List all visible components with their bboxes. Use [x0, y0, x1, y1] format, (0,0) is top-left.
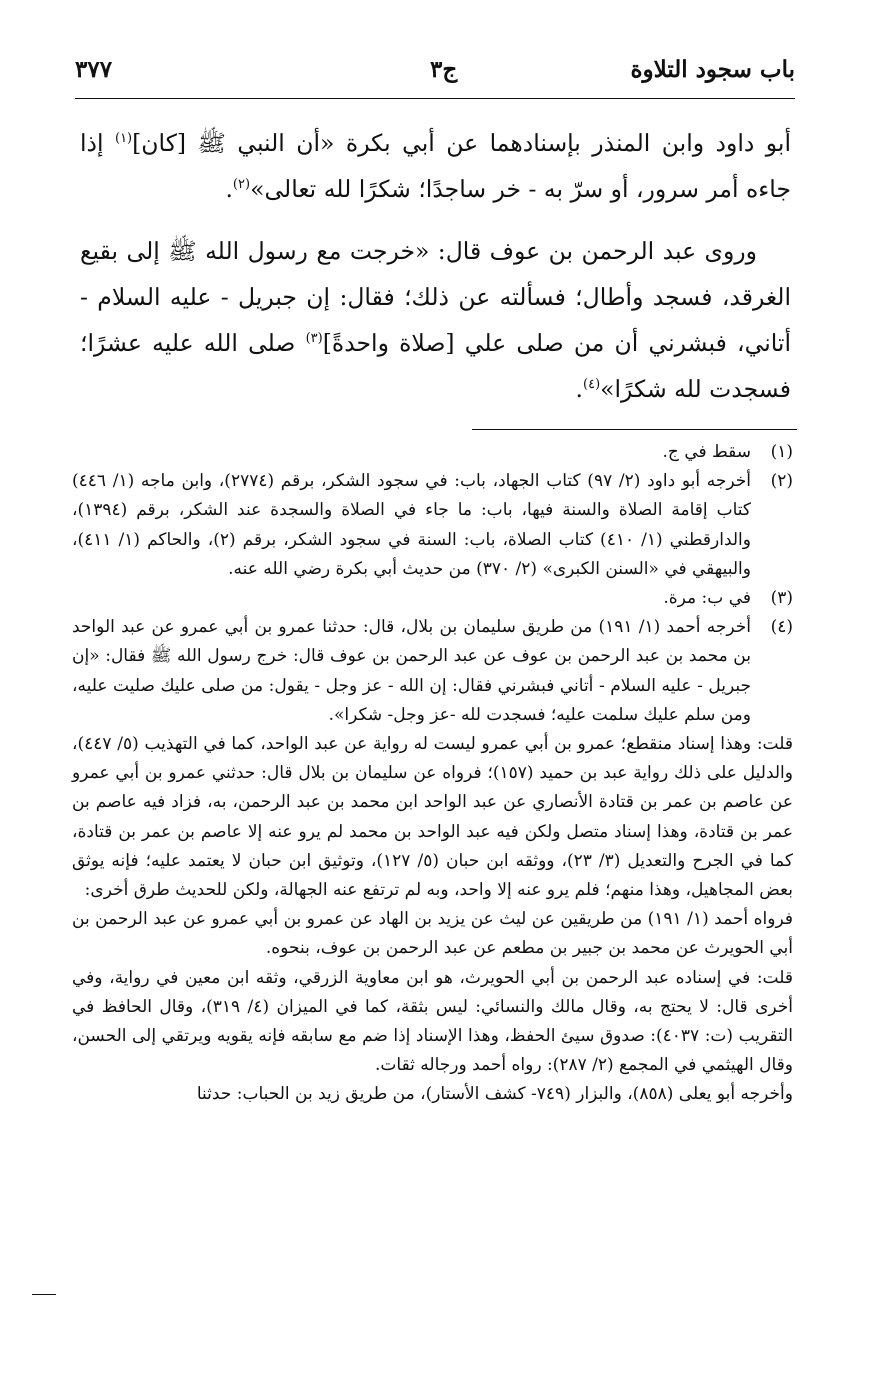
- footnote-separator: [472, 429, 797, 430]
- footnote-4-commentary-1: قلت: وهذا إسناد منقطع؛ عمرو بن أبي عمرو ليست له رواية عن عبد الواحد، كما في التهذيب (٥/ ٤٤٧)، والدليل على ذلك رواية عبد بن حميد (١٥٧)؛ فرواه عن سليمان بن بلال قال: حدثني عمرو بن أبي عمرو عن عاصم بن عمر بن قتادة الأنصاري عن عبد الواحد ابن محمد بن عبد الرحمن، به، فزاد فيه عاصم بن عمر بن قتادة، وهذا إسناد متصل ولكن فيه عبد الواحد بن محمد لم يرو عنه إلا عاصم بن عمر بن قتادة، كما في الجرح والتعديل (٣/ ٢٣)، ووثقه ابن حبان (٥/ ١٢٧)، وتوثيق ابن حبان لا يعتمد عليه؛ فإنه يوثق بعض المجاهيل، وهذا منهم؛ فلم يرو عنه إلا واحد، وبه لم ترتفع عنه الجهالة، ولكن للحديث طرق أخرى:: [72, 734, 793, 901]
- main-text: [80, 120, 791, 428]
- p2-text-3: .: [575, 375, 583, 403]
- footnote-4: [72, 613, 793, 730]
- footnote-ref-2: (٢): [232, 177, 251, 193]
- footnote-text: أخرجه أبو داود (٢/ ٩٧) كتاب الجهاد، باب: في سجود الشكر، برقم (٢٧٧٤)، وابن ماجه (١/ ٤٤٦) كتاب إقامة الصلاة والسنة فيها، باب: ما جاء في الصلاة والسجدة عند الشكر، برقم (١٣٩٤)، والدارقطني (١/ ٤١٠) كتاب الصلاة، باب: السنة في سجود الشكر، برقم (٢)، والحاكم (١/ ٤١١)، والبيهقي في «السنن الكبرى» (٢/ ٣٧٠) من حديث أبي بكرة رضي الله عنه.: [72, 471, 752, 579]
- p2-text-1: وروى عبد الرحمن بن عوف قال: «خرجت مع رسول الله ﷺ إلى بقيع الغرقد، فسجد وأطال؛ فسألته عن ذلك؛ فقال: إن جبريل - عليه السلام - أتاني، فبشرني أن من صلى علي [صلاة واحدةً]: [80, 237, 791, 357]
- footnotes: [72, 438, 793, 1110]
- footnote-4-commentary-3: قلت: في إسناده عبد الرحمن بن أبي الحويرث، هو ابن معاوية الزرقي، وثقه ابن معين في رواية، وفي أخرى قال: لا يحتج به، وقال مالك والنسائي: ليس بثقة، كما في الميزان (٤/ ٣١٩)، وقال الحافظ في التقريب (ت: ٤٠٣٧): صدوق سيئ الحفظ، وهذا الإسناد إذا ضم مع سابقه فإنه يقويه ويرتقي إلى الحسن، وقال الهيثمي في المجمع (٢/ ٢٨٧): رواه أحمد ورجاله ثقات.: [72, 967, 794, 1076]
- volume-label: ج٣: [430, 56, 458, 83]
- footnote-4-commentary-4: وأخرجه أبو يعلى (٨٥٨)، والبزار (٧٤٩- كشف الأستار)، من طريق زيد بن الحباب: حدثنا: [196, 1084, 793, 1105]
- footnote-4-commentary-2: فرواه أحمد (١/ ١٩١) من طريقين عن ليث عن يزيد بن الهاد عن عمرو بن أبي عمرو عن عبد الرحمن بن أبي الحويرث عن محمد بن جبير بن مطعم عن عبد الرحمن بن عوف، بنحوه.: [72, 909, 793, 959]
- chapter-title: باب سجود التلاوة: [630, 56, 795, 83]
- footnote-ref-1: (١): [114, 131, 133, 147]
- footnote-text: أخرجه أحمد (١/ ١٩١) من طريق سليمان بن بلال، قال: حدثنا عمرو بن أبي عمرو عن عبد الواحد بن محمد بن عبد الرحمن بن عوف عن عبد الرحمن بن عوف قال: خرج رسول الله ﷺ فقال: «إن جبريل - عليه السلام - أتاني فبشرني فقال: إن الله - عز وجل - يقول: من صلى عليك صليت عليه، ومن سلم عليك سلمت عليه؛ فسجدت لله -عز وجل- شكرا».: [72, 617, 751, 725]
- footnote-3: [72, 584, 793, 613]
- footnote-number: (٢): [770, 471, 793, 492]
- p1-text-3: .: [225, 175, 233, 203]
- footnote-1: [72, 438, 793, 467]
- footnote-2: [72, 467, 793, 584]
- footnote-number: (٣): [770, 588, 793, 609]
- page-header: [75, 52, 795, 92]
- footnote-number: (١): [770, 442, 793, 462]
- footnote-number: (٤): [770, 617, 793, 638]
- footnote-ref-3: (٣): [305, 331, 323, 347]
- p1-text-2: إذا جاءه أمر سرور، أو سرّ به - خر ساجدًا؛ شكرًا لله تعالى»: [80, 129, 791, 203]
- footnote-text: سقط في ج.: [662, 442, 751, 462]
- continuation-mark: [32, 1294, 56, 1295]
- main-paragraph-2: [80, 228, 791, 412]
- footnote-ref-4: (٤): [583, 377, 601, 393]
- header-rule: [75, 98, 795, 99]
- p2-text-2: صلى الله عليه عشرًا؛ فسجدت لله شكرًا»: [80, 329, 791, 403]
- page-number: ٣٧٧: [75, 56, 113, 83]
- footnote-text: في ب: مرة.: [663, 588, 751, 609]
- main-paragraph-1: [80, 120, 791, 212]
- p1-text-1: أبو داود وابن المنذر بإسنادهما عن أبي بكرة «أن النبي ﷺ [كان]: [132, 129, 792, 157]
